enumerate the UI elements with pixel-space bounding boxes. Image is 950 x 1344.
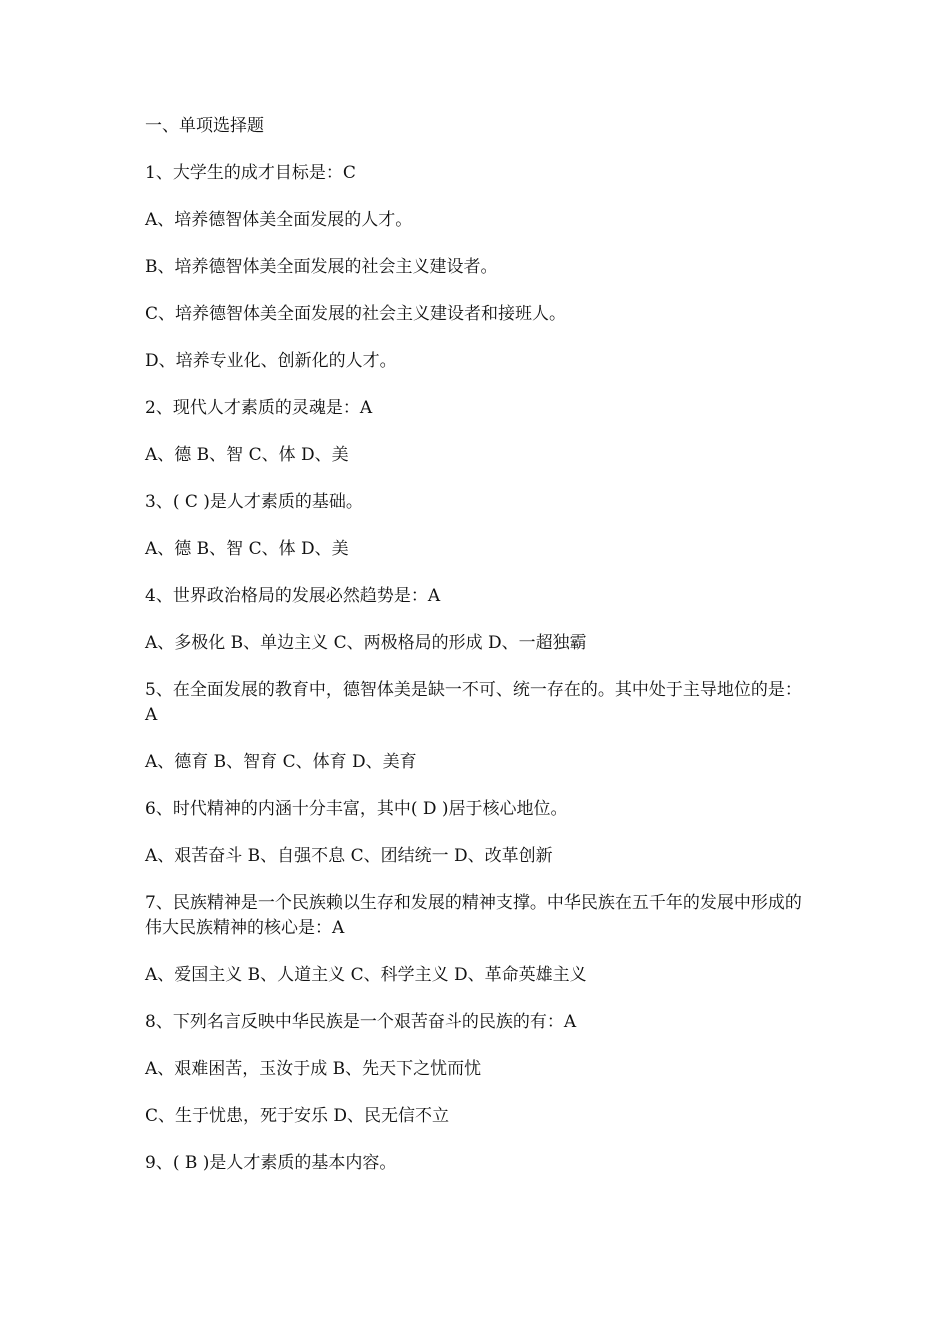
question-8-options-cd: C、生于忧患，死于安乐 D、民无信不立 — [145, 1106, 450, 1126]
question-3-options: A、德 B、智 C、体 D、美 — [145, 539, 349, 559]
question-1-option-b: B、培养德智体美全面发展的社会主义建设者。 — [145, 257, 498, 277]
question-8: 8、下列名言反映中华民族是一个艰苦奋斗的民族的有：A — [145, 1012, 577, 1032]
question-5: 5、在全面发展的教育中，德智体美是缺一不可、统一存在的。其中处于主导地位的是：A — [145, 680, 802, 725]
question-4: 4、世界政治格局的发展必然趋势是：A — [145, 586, 441, 606]
question-5-options: A、德育 B、智育 C、体育 D、美育 — [145, 752, 417, 772]
question-8-options-ab: A、艰难困苦，玉汝于成 B、先天下之忧而忧 — [145, 1059, 482, 1079]
question-6-options: A、艰苦奋斗 B、自强不息 C、团结统一 D、改革创新 — [145, 846, 553, 866]
question-7: 7、民族精神是一个民族赖以生存和发展的精神支撑。中华民族在五千年的发展中形成的伟大民族精神的核心是：A — [145, 893, 802, 938]
question-6: 6、时代精神的内涵十分丰富，其中( D )居于核心地位。 — [145, 799, 568, 819]
question-1-option-a: A、培养德智体美全面发展的人才。 — [145, 210, 413, 230]
question-1: 1、大学生的成才目标是：C — [145, 163, 356, 183]
section-title: 一、单项选择题 — [145, 116, 264, 136]
document-body — [145, 114, 810, 1198]
question-9: 9、( B )是人才素质的基本内容。 — [145, 1153, 397, 1173]
question-7-options: A、爱国主义 B、人道主义 C、科学主义 D、革命英雄主义 — [145, 965, 587, 985]
question-3: 3、( C )是人才素质的基础。 — [145, 492, 363, 512]
question-4-options: A、多极化 B、单边主义 C、两极格局的形成 D、一超独霸 — [145, 633, 587, 653]
question-2: 2、现代人才素质的灵魂是：A — [145, 398, 373, 418]
question-2-options: A、德 B、智 C、体 D、美 — [145, 445, 349, 465]
question-1-option-c: C、培养德智体美全面发展的社会主义建设者和接班人。 — [145, 304, 567, 324]
question-1-option-d: D、培养专业化、创新化的人才。 — [145, 351, 397, 371]
